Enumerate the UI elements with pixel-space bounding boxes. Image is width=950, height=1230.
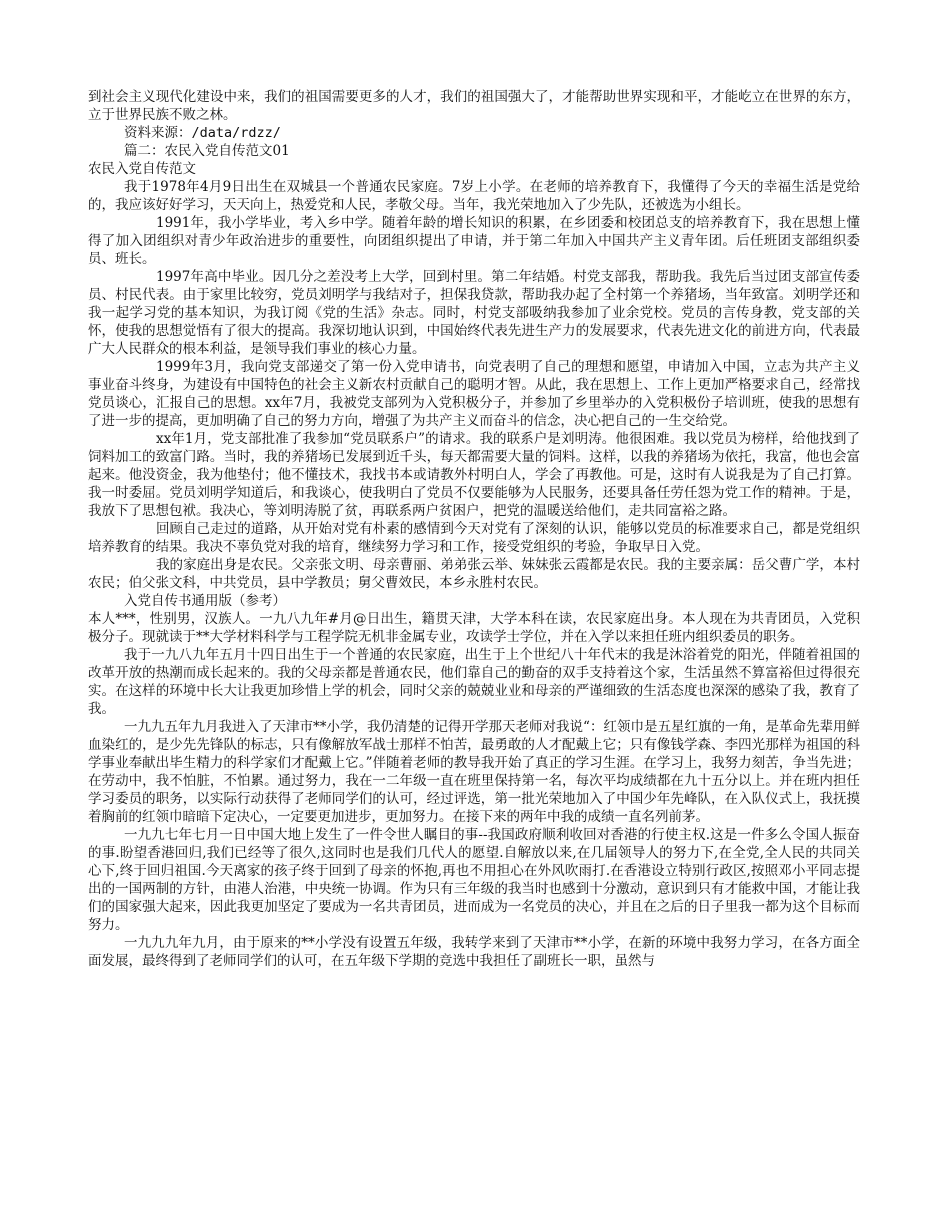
paragraph-3: 1997年高中毕业。因几分之差没考上大学，回到村里。第二年结婚。村党支部我，帮助我。我先后当过团支部宣传委员、村民代表。由于家里比较穷，党员刘明学与我结对子，担保我贷款，帮助我办起了全村第一个养猪场，当年致富。刘明学还和我一起学习党的基本知识，为我订阅《党的生活》杂志。同时，村党支部吸纳我参加了业余党校。党员的言传身教，党支部的关怀，使我的思想觉悟有了很大的提高。我深切地认识到，中国始终代表先进生产力的发展要求，代表先进文化的前进方向，代表最广大人民群众的根本利益，是领导我们事业的核心力量。 (88, 269, 860, 357)
paragraph-intro: 到社会主义现代化建设中来，我们的祖国需要更多的人才，我们的祖国强大了，才能帮助世界实现和平，才能屹立在世界的东方，立于世界民族不败之林。 (88, 89, 860, 123)
source-path: /data/rdzz/ (191, 125, 281, 141)
paragraph-5: xx年1月，党支部批准了我参加“党员联系户”的请求。我的联系户是刘明涛。他很困难。我以党员为榜样，给他找到了饲料加工的致富门路。当时，我的养猪场已发展到近千头，每天都需要大量的饲料。这样，以我的养猪场为依托，我富，他也会富起来。他没资金，我为他垫付；他不懂技术，我找书本或请教外村明白人，学会了再教他。可是，这时有人说我是为了自己打算。我一时委屈。党员刘明学知道后，和我谈心，使我明白了党员不仅要能够为人民服务，还要具备任劳任怨为党工作的精神。于是，我放下了思想包袱。我决心，等刘明涛脱了贫，再联系两户贫困户，把党的温暖送给他们，走共同富裕之路。 (88, 431, 860, 519)
paragraph-4: 1999年3月，我向党支部递交了第一份入党申请书，向党表明了自己的理想和愿望，申请加入中国，立志为共产主义事业奋斗终身，为建设有中国特色的社会主义新农村贡献自己的聪明才智。从此，我在思想上、工作上更加严格要求自己，经常找党员谈心，汇报自己的思想。xx年7月，我被党支部列为入党积极分子，并参加了乡里举办的入党积极份子培训班，使我的思想有了进一步的提高，更加明确了自己的努力方向，增强了为共产主义而奋斗的信念，决心把自己的一生交给党。 (88, 359, 860, 429)
source-label: 资料来源： (124, 125, 192, 141)
source-line (88, 124, 860, 142)
section-heading-3: 入党自传书通用版（参考） (124, 593, 286, 609)
paragraph-8: 本人***，性别男，汉族人。一九八九年#月@日出生，籍贯天津，大学本科在读，农民家庭出身。本人现在为共青团员，入党积极分子。现就读于**大学材料科学与工程学院无机非金属专业，攻读学士学位，并在入学以来担任班内组织委员的职务。 (88, 611, 860, 645)
paragraph-11: 一九九七年七月一日中国大地上发生了一件令世人瞩目的事--我国政府顺利收回对香港的行使主权.这是一件多么令国人振奋的事.盼望香港回归,我们已经等了很久,这同时也是我们几代人的愿望.自解放以来,在几届领导人的努力下,在全党,全人民的共同关心下,终于回归祖国.今天离家的孩子终于回到了母亲的怀抱,再也不用担心在外风吹雨打.在香港设立特别行政区,按照邓小平同志提出的一国两制的方针，由港人治港，中央统一协调。作为只有三年级的我当时也感到十分激动，意识到只有才能救中国，才能让我们的国家强大起来，因此我更加坚定了要成为一名共青团员，进而成为一名党员的决心，并且在之后的日子里我一都为这个目标而努力。 (88, 827, 860, 933)
paragraph-10: 一九九五年九月我进入了天津市**小学，我仍清楚的记得开学那天老师对我说“：红领巾是五星红旗的一角，是革命先辈用鲜血染红的，是少先先锋队的标志，只有像解放军战士那样不怕苦，最勇敢的人才配戴上它；只有像钱学森、李四光那样为祖国的科学事业奉献出毕生精力的科学家们才配戴上它。”伴随着老师的教导我开始了真正的学习生涯。在学习上，我努力刻苦，争当先进；在劳动中，我不怕脏，不怕累。通过努力，我在一二年级一直在班里保持第一名，每次平均成绩都在九十五分以上。并在班内担任学习委员的职务，以实际行动获得了老师同学们的认可，经过评选，第一批光荣地加入了中国少年先峰队，在入队仪式上，我抚摸着胸前的红领巾暗暗下定决心，一定要更加进步，更加努力。在接下来的两年中我的成绩一直名列前茅。 (88, 719, 860, 825)
document-page (88, 88, 860, 970)
paragraph-9: 我于一九八九年五月十四日出生于一个普通的农民家庭，出生于上个世纪八十年代末的我是沐浴着党的阳光，伴随着祖国的改革开放的热潮而成长起来的。我的父母亲都是普通农民，他们靠自己的勤奋的双手支持着这个家，生活虽然不算富裕但过得很充实。在这样的环境中长大让我更加珍惜上学的机会，同时父亲的兢兢业业和母亲的严谨细致的生活态度也深深的感染了我，教育了我。 (88, 647, 860, 717)
section-subheading: 农民入党自传范文 (88, 161, 196, 177)
paragraph-2: 1991年，我小学毕业，考入乡中学。随着年龄的增长知识的积累，在乡团委和校团总支的培养教育下，我在思想上懂得了加入团组织对青少年政治进步的重要性，向团组织提出了申请，并于第二年加入中国共产主义青年团。后任班团支部组织委员、班长。 (88, 215, 860, 267)
section-heading-2: 篇二：农民入党自传范文01 (124, 143, 290, 159)
paragraph-6: 回顾自己走过的道路，从开始对党有朴素的感情到今天对党有了深刻的认识，能够以党员的标准要求自己，都是党组织培养教育的结果。我决不辜负党对我的培育，继续努力学习和工作，接受党组织的考验，争取早日入党。 (88, 521, 860, 555)
paragraph-1: 我于1978年4月9日出生在双城县一个普通农民家庭。7岁上小学。在老师的培养教育下，我懂得了今天的幸福生活是党给的，我应该好好学习，天天向上，热爱党和人民，孝敬父母。当年，我光荣地加入了少先队，还被选为小组长。 (88, 179, 860, 213)
paragraph-12: 一九九九年九月，由于原来的**小学没有设置五年级，我转学来到了天津市**小学，在新的环境中我努力学习，在各方面全面发展，最终得到了老师同学们的认可，在五年级下学期的竞选中我担任了副班长一职，虽然与 (88, 935, 860, 969)
paragraph-7: 我的家庭出身是农民。父亲张文明、母亲曹丽、弟弟张云举、妹妹张云霞都是农民。我的主要亲属：岳父曹广学，本村农民；伯父张文科，中共党员，县中学教员；舅父曹效民，本乡永胜村农民。 (88, 557, 860, 591)
